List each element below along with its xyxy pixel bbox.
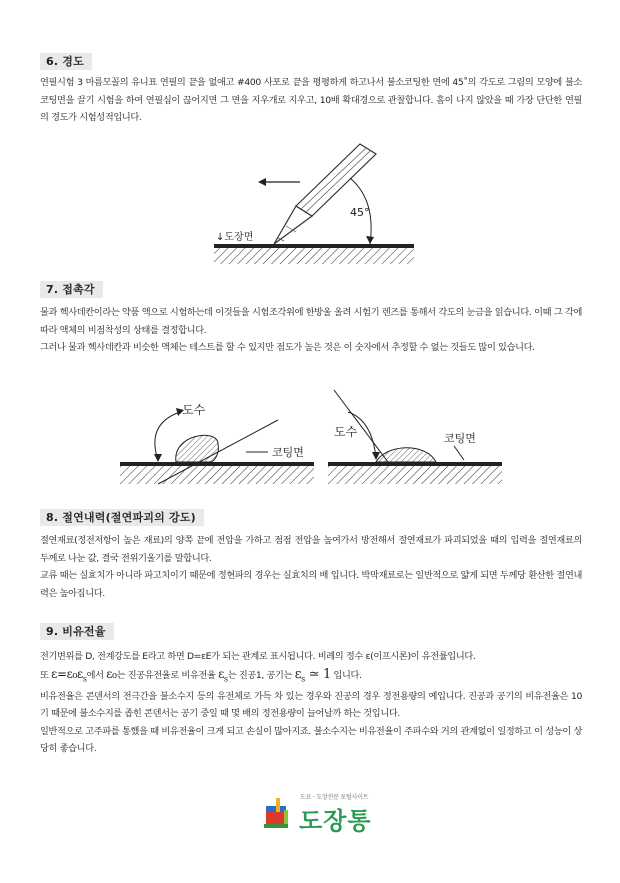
equation-text: 는 진공유전율로 비유전율 [116, 669, 219, 681]
contact-angle-figure-high [326, 384, 506, 492]
equation-text: 입니다. [330, 669, 362, 681]
coated-surface-label: ↓도장면 [216, 232, 254, 243]
surface-hatch [120, 466, 314, 484]
paragraph: 비유전율은 콘덴서의 전극간을 불소수지 등의 유전체로 가득 차 있는 경우와 진공의 경우 정전용량의 예입니다. 진공과 공기의 비유전율은 10기 때문에 불소수지를 좁힌 콘덴서는 공기 중일 때 몇 배의 정전용량이 늘어날까 하는 것입니다. [40, 690, 582, 720]
paint-bucket-icon [264, 798, 288, 828]
paragraph: 전기변위를 D, 전계강도를 E라고 하면 D=εE가 되는 관계로 표시됩니다. 비례의 정수 ε(이프시론)이 유전률입니다. [40, 651, 476, 662]
liquid-label: 도수 [182, 403, 206, 417]
vacuum-permittivity-symbol: ε₀ [106, 666, 117, 681]
surface-hatch [214, 248, 414, 264]
surface-line [214, 244, 414, 248]
equation-text: 는 진공1, 공기는 [227, 669, 295, 681]
logo-subtitle: 도료 · 도장전문 포털사이트 [300, 794, 369, 801]
liquid-label: 도수 [334, 425, 358, 439]
liquid-drop [176, 435, 219, 462]
paragraph: 교류 때는 실효치가 아니라 파고치이기 때문에 정현파의 경우는 실효치의 배 입니다. 박막재료로는 일반적으로 얇게 되면 두께당 환산한 절연내력은 높아집니다. [40, 570, 582, 599]
section-body-contact-angle [40, 304, 582, 357]
approx-formula: $\varepsilon_s$ ≃ 1 [294, 666, 331, 684]
surface-label: 코팅면 [272, 446, 304, 459]
paragraph: 절연재료(정전저항이 높은 재료)의 양쪽 끝에 전압을 가하고 점점 전압을 높여가서 방전해서 절연재료가 파괴되었을 때의 입력을 절연재료의 두께로 나눈 값, 결국 전위기울기를 말합니다. [40, 535, 582, 564]
section-body-hardness [40, 74, 582, 127]
contact-angle-figure-low [118, 384, 318, 492]
section-title-permittivity: 9. 비유전율 [40, 623, 114, 640]
paragraph: 물과 헥사데칸이라는 약품 액으로 시험하는데 이것들을 시험조각위에 한방울 올려 시험기 렌즈를 통해서 각도의 눈금을 읽습니다. 이때 그 각에 따라 액체의 비점착성의 상태를 결정합니다. [40, 307, 582, 336]
section-body-permittivity [40, 648, 582, 758]
pencil-hardness-figure [200, 140, 420, 268]
angle-label: 45° [350, 206, 370, 219]
equation-formula: $\varepsilon=\varepsilon_0\varepsilon_s$ [51, 666, 87, 683]
section-title-dielectric-strength: 8. 절연내력(절연파괴의 강도) [40, 509, 204, 526]
relative-permittivity-symbol: $\varepsilon_s$ [218, 666, 228, 683]
section-body-dielectric-strength [40, 532, 582, 602]
surface-line [120, 462, 314, 466]
liquid-drop [376, 448, 436, 462]
section-title-hardness: 6. 경도 [40, 53, 92, 70]
surface-label: 코팅면 [444, 432, 476, 445]
paragraph: 그러나 물과 헥사데칸과 비슷한 액체는 테스트를 할 수 있지만 점도가 높은 것은 이 숫자에서 추정할 수 없는 것들도 많이 있습니다. [40, 342, 535, 353]
logo-name: 도장통 [299, 807, 372, 835]
paragraph: 일반적으로 고주파를 통했을 때 비유전율이 크게 되고 손실이 많아지죠. 불소수지는 비유전율이 주파수와 거의 관계없이 일정하고 이 성능이 상당히 좋습니다. [40, 725, 582, 755]
surface-line [328, 462, 502, 466]
equation-text: 또 [40, 669, 52, 681]
surface-hatch [328, 466, 502, 484]
angle-arrow-icon [366, 236, 374, 244]
equation-line [40, 666, 582, 688]
angle-arrow-icon [154, 454, 162, 462]
paragraph: 연필시험 3 마름모꼴의 유니표 연필의 끝을 없애고 #400 사포로 끝을 평평하게 하고나서 불소코팅한 면에 45˚의 각도로 그림의 모양에 불소코팅면을 끌기 시험을 하여 연필심이 끊어지면 그 면을 지우개로 지우고, 10배 확대경으로 관찰합니다. 흠이 나지 않았을 때 가장 단단한 연필의 경도가 시험성적입니다. [40, 77, 582, 123]
equation-text: 에서 [86, 669, 107, 681]
section-title-contact-angle: 7. 접촉각 [40, 281, 103, 298]
pencil-icon [274, 144, 376, 244]
direction-arrow-icon [258, 178, 300, 186]
